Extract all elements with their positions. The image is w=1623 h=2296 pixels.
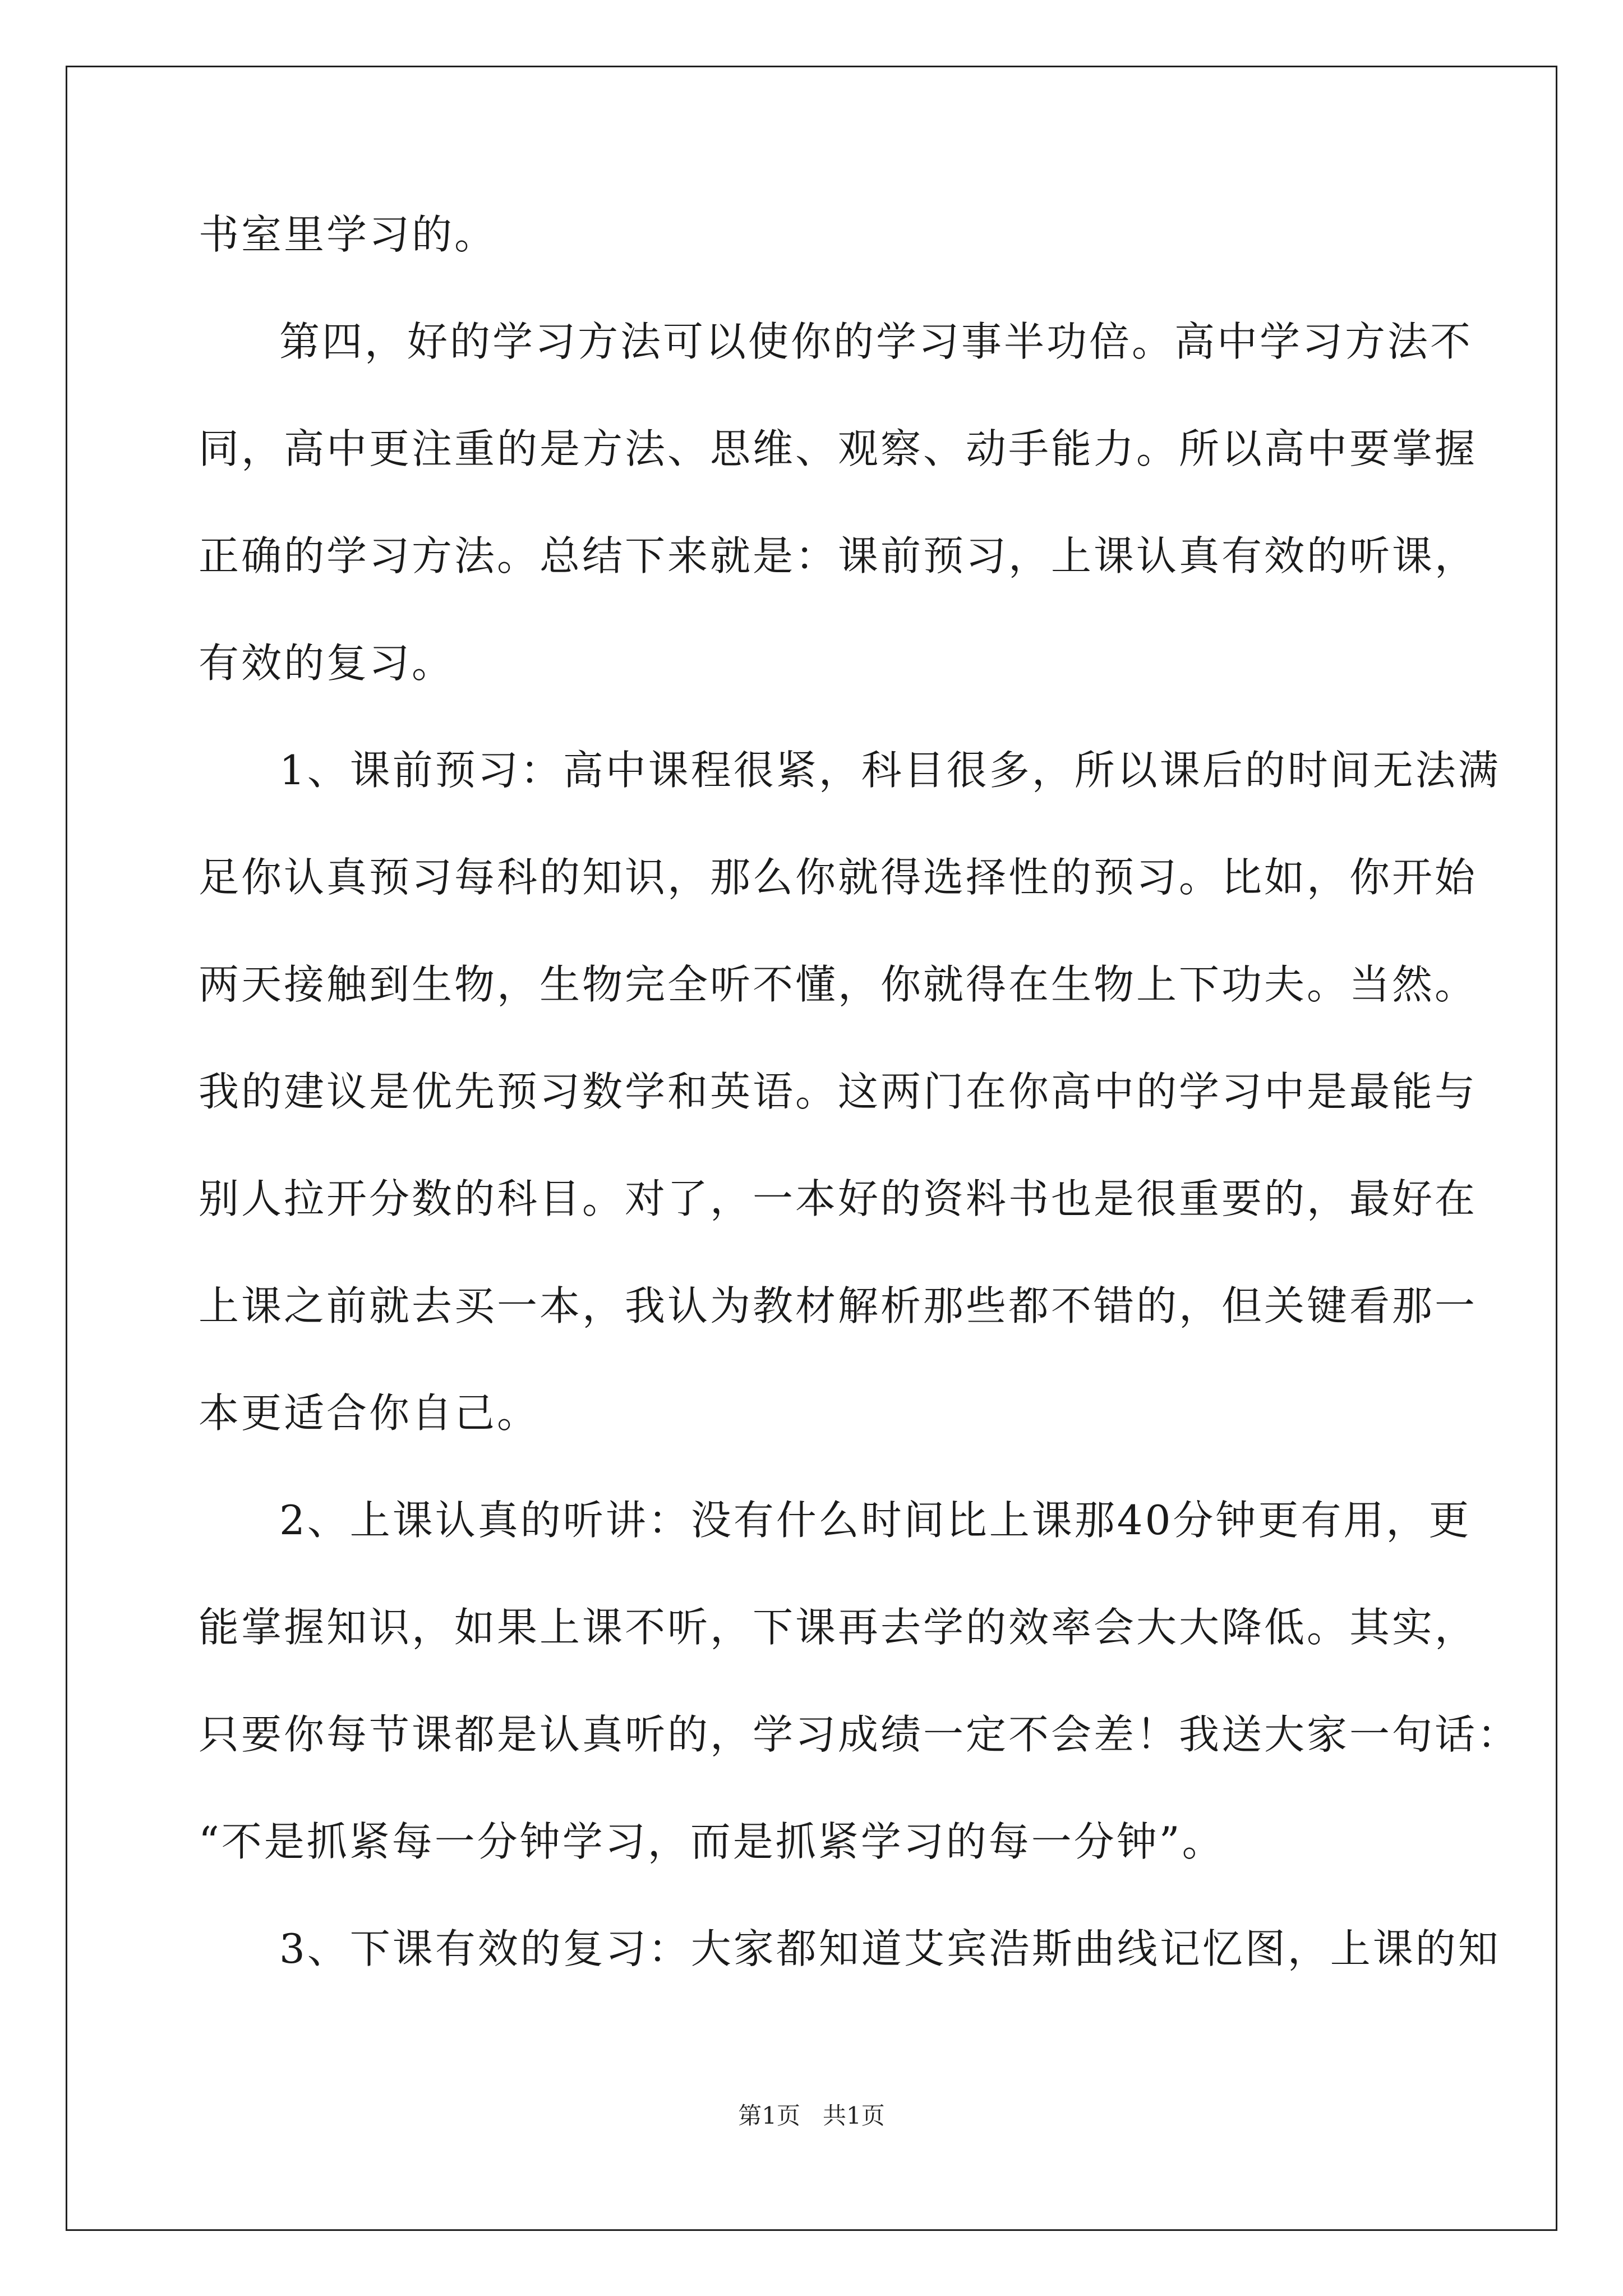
text-line: 1、课前预习：高中课程很紧，科目很多，所以课后的时间无法满 [279, 747, 1501, 794]
text-line: 能掌握知识，如果上课不听，下课再去学的效率会大大降低。其实， [199, 1604, 1478, 1651]
page-border [66, 66, 1557, 2231]
text-line: 上课之前就去买一本，我认为教材解析那些都不错的，但关键看那一 [199, 1282, 1478, 1329]
text-line: 2、上课认真的听讲：没有什么时间比上课那40分钟更有用，更 [279, 1497, 1472, 1544]
text-line: 我的建议是优先预习数学和英语。这两门在你高中的学习中是最能与 [199, 1068, 1478, 1115]
text-line: 足你认真预习每科的知识，那么你就得选择性的预习。比如，你开始 [199, 854, 1478, 901]
text-line: 书室里学习的。 [199, 211, 497, 258]
text-line: 同，高中更注重的是方法、思维、观察、动手能力。所以高中要掌握 [199, 425, 1478, 472]
text-line: 有效的复习。 [199, 639, 455, 687]
text-line: 正确的学习方法。总结下来就是：课前预习，上课认真有效的听课， [199, 532, 1478, 579]
text-line: 别人拉开分数的科目。对了，一本好的资料书也是很重要的，最好在 [199, 1175, 1478, 1222]
text-line: “不是抓紧每一分钟学习，而是抓紧学习的每一分钟”。 [199, 1818, 1225, 1865]
text-line: 两天接触到生物，生物完全听不懂，你就得在生物上下功夫。当然。 [199, 961, 1478, 1008]
page-number: 第1页 [738, 2102, 800, 2129]
page-footer [0, 2100, 1623, 2132]
text-line: 本更适合你自己。 [199, 1389, 540, 1437]
text-line: 只要你每节课都是认真听的，学习成绩一定不会差！我送大家一句话： [199, 1711, 1520, 1758]
text-line: 第四，好的学习方法可以使你的学习事半功倍。高中学习方法不 [279, 318, 1473, 365]
page-total: 共1页 [823, 2102, 885, 2129]
text-line: 3、下课有效的复习：大家都知道艾宾浩斯曲线记忆图，上课的知 [279, 1925, 1501, 1972]
